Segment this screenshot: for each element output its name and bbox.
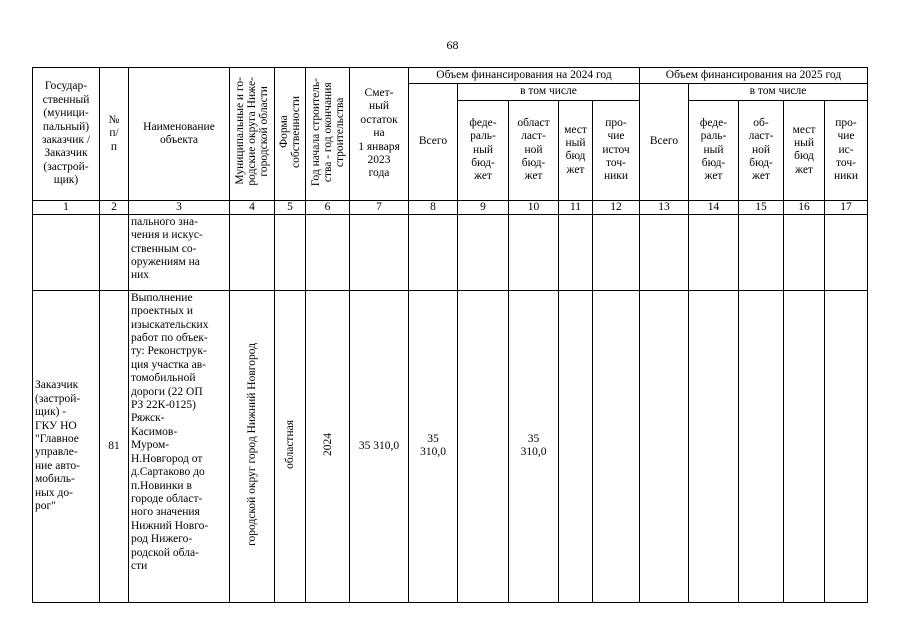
column-number: 16: [784, 200, 825, 214]
row-federal-2024: [458, 290, 509, 602]
header-local-2024: мест ный бюд жет: [559, 100, 593, 200]
column-number: 11: [559, 200, 593, 214]
header-local-2025: мест ный бюд жет: [784, 100, 825, 200]
header-estimate: Смет- ный остаток на 1 января 2023 года: [350, 68, 409, 201]
table-row: [33, 214, 868, 290]
header-total-2025: Всего: [640, 84, 689, 200]
header-federal-2024: феде- раль- ный бюд- жет: [458, 100, 509, 200]
column-number: 13: [640, 200, 689, 214]
header-total-2024: Всего: [409, 84, 458, 200]
row-customer: Заказчик (застрой- щик) - ГКУ НО "Главное управле- ние авто- мобиль- ных до- рог": [33, 290, 100, 602]
row-estimate: 35 310,0: [350, 290, 409, 602]
row-other-2025: [825, 290, 868, 602]
row-regional-2024: 35 310,0: [509, 290, 559, 602]
column-number: 12: [593, 200, 640, 214]
continuation-object-name: пального зна- чения и искус- ственным со- оружениям на них: [129, 214, 230, 290]
column-number: 14: [689, 200, 739, 214]
column-number: 3: [129, 200, 230, 214]
row-local-2024: [559, 290, 593, 602]
header-regional-2025: об- ласт- ной бюд- жет: [739, 100, 784, 200]
header-other-2025: про- чие ис- точ- ники: [825, 100, 868, 200]
column-number: 4: [230, 200, 275, 214]
column-number: 9: [458, 200, 509, 214]
column-number: 1: [33, 200, 100, 214]
header-ownership: Форма собственности: [275, 68, 306, 201]
table-row: [33, 290, 868, 602]
row-other-2024: [593, 290, 640, 602]
column-number: 17: [825, 200, 868, 214]
row-local-2025: [784, 290, 825, 602]
row-years: 2024: [306, 290, 350, 602]
header-municipality: Муниципальные и го- родские округа Нижe- городской области: [230, 68, 275, 201]
row-federal-2025: [689, 290, 739, 602]
row-regional-2025: [739, 290, 784, 602]
column-number: 7: [350, 200, 409, 214]
column-number: 5: [275, 200, 306, 214]
header-including-2025: в том числе: [689, 84, 868, 100]
column-number: 8: [409, 200, 458, 214]
row-number: 81: [100, 290, 129, 602]
header-including-2024: в том числе: [458, 84, 640, 100]
header-years: Год начала строитель- ства - год окончания строительства: [306, 68, 350, 201]
row-object-name: Выполнение проектных и изыскательских работ по объек- ту: Реконструк- ция участка ав- томобильной дороги (22 ОП РЗ 22К-0125) Ряжск- Касимов- Муром- Н.Новгород от д.Сартаково до п.Новинки в городе област- ного значения Нижний Новго- род Нижего- родской обла- сти: [129, 290, 230, 602]
column-number: 15: [739, 200, 784, 214]
header-customer: Государ- ственный (муници- пальный) заказчик / Заказчик (застрой- щик): [33, 68, 100, 201]
row-total-2024: 35 310,0: [409, 290, 458, 602]
column-number: 6: [306, 200, 350, 214]
page-number: 68: [446, 38, 459, 52]
header-financing-2025: Объем финансирования на 2025 год: [640, 68, 868, 84]
row-municipality: городской округ город Нижний Новгород: [230, 290, 275, 602]
row-ownership: областная: [275, 290, 306, 602]
financing-table: [32, 67, 868, 603]
header-federal-2025: феде- раль- ный бюд- жет: [689, 100, 739, 200]
row-total-2025: [640, 290, 689, 602]
column-number: 2: [100, 200, 129, 214]
header-num: № п/ п: [100, 68, 129, 201]
column-number: 10: [509, 200, 559, 214]
header-object-name: Наименование объекта: [129, 68, 230, 201]
header-regional-2024: област ласт- ной бюд- жет: [509, 100, 559, 200]
header-financing-2024: Объем финансирования на 2024 год: [409, 68, 640, 84]
header-other-2024: про- чие источ точ- ники: [593, 100, 640, 200]
